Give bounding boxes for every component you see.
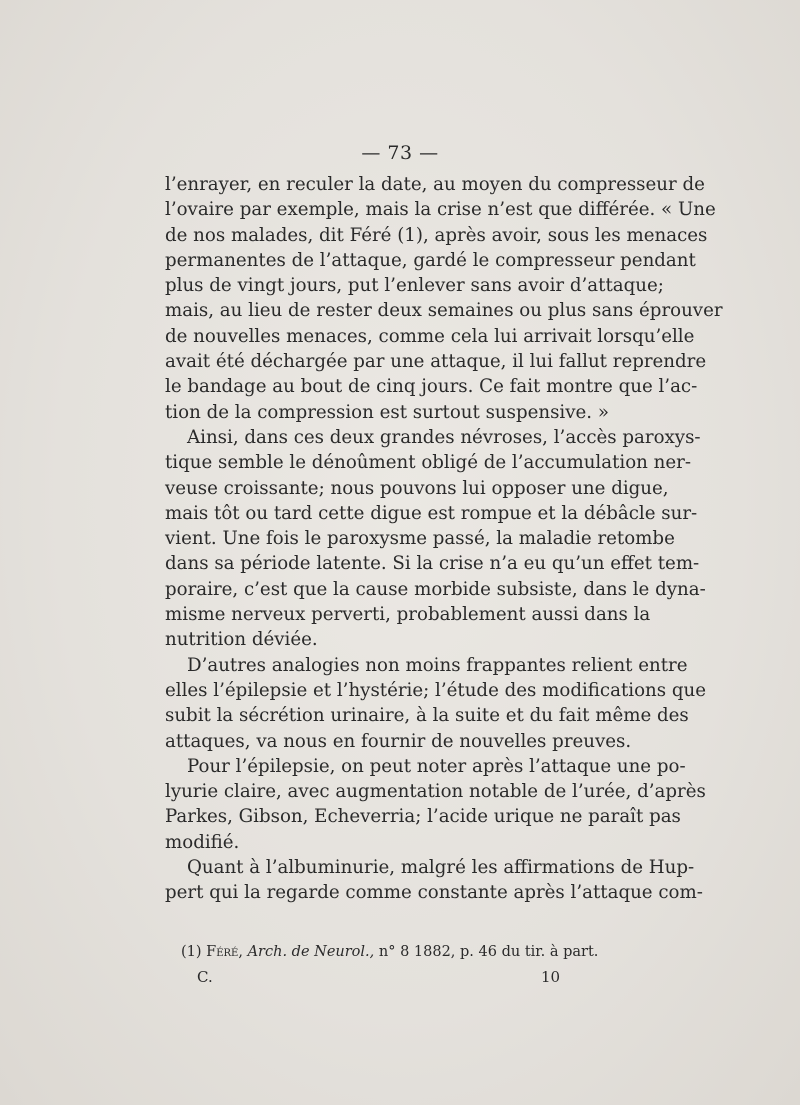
text-line: Pour l’épilepsie, on peut noter après l’attaque une po- — [187, 755, 686, 777]
text-line: veuse croissante; nous pouvons lui opposer une digue, — [165, 477, 669, 499]
text-line: tique semble le dénoûment obligé de l’accumulation ner- — [165, 452, 691, 474]
text-line: de nouvelles menaces, comme cela lui arrivait lorsqu’elle — [165, 325, 695, 347]
text-line: attaques, va nous en fournir de nouvelles preuves. — [165, 730, 632, 752]
text-line: de nos malades, dit Féré (1), après avoir, sous les menaces — [165, 224, 708, 246]
text-line: Quant à l’albuminurie, malgré les affirmations de Hup- — [187, 857, 695, 879]
text-line: Parkes, Gibson, Echeverria; l’acide urique ne paraît pas — [165, 806, 681, 828]
footnote-reference: n° 8 1882, p. 46 du tir. à part. — [378, 944, 599, 960]
signature-letter: C. — [197, 968, 213, 986]
text-line: poraire, c’est que la cause morbide subsiste, dans le dyna- — [165, 578, 706, 600]
text-line: elles l’épilepsie et l’hystérie; l’étude des modifications que — [165, 679, 706, 701]
text-line: l’enrayer, en reculer la date, au moyen du compresseur de — [165, 174, 705, 195]
text-line: plus de vingt jours, put l’enlever sans avoir d’attaque; — [165, 275, 664, 297]
text-line: permanentes de l’attaque, gardé le compresseur pendant — [165, 249, 696, 271]
text-line: lyurie claire, avec augmentation notable de l’urée, d’après — [165, 781, 706, 803]
footnote — [181, 944, 598, 960]
text-line: pert qui la regarde comme constante après l’attaque com- — [165, 882, 703, 904]
text-line: D’autres analogies non moins frappantes relient entre — [187, 654, 688, 676]
text-line: misme nerveux perverti, probablement aussi dans la — [165, 604, 651, 626]
text-line: mais tôt ou tard cette digue est rompue et la débâcle sur- — [165, 502, 698, 524]
text-line: l’ovaire par exemple, mais la crise n’est que différée. « Une — [165, 199, 716, 221]
footnote-marker: (1) — [181, 944, 202, 960]
text-line: vient. Une fois le paroxysme passé, la maladie retombe — [165, 528, 675, 550]
text-line: dans sa période latente. Si la crise n’a eu qu’un effet tem- — [165, 553, 700, 575]
footnote-journal: Arch. de Neurol., — [247, 944, 375, 960]
text-line: mais, au lieu de rester deux semaines ou plus sans éprouver — [165, 300, 723, 322]
text-line: nutrition déviée. — [165, 629, 318, 651]
text-line: le bandage au bout de cinq jours. Ce fait montre que l’ac- — [165, 376, 698, 398]
page-number: — 73 — — [361, 142, 439, 164]
text-line: tion de la compression est surtout suspensive. » — [165, 401, 609, 423]
footnote-author: Féré, — [206, 944, 243, 960]
text-line: avait été déchargée par une attaque, il lui fallut reprendre — [165, 351, 707, 373]
body-text — [165, 172, 723, 906]
text-line: subit la sécrétion urinaire, à la suite et du fait même des — [165, 705, 689, 727]
text-line: Ainsi, dans ces deux grandes névroses, l’accès paroxys- — [187, 426, 701, 448]
text-line: modifié. — [165, 831, 240, 853]
signature-sheet-number: 10 — [541, 968, 561, 986]
